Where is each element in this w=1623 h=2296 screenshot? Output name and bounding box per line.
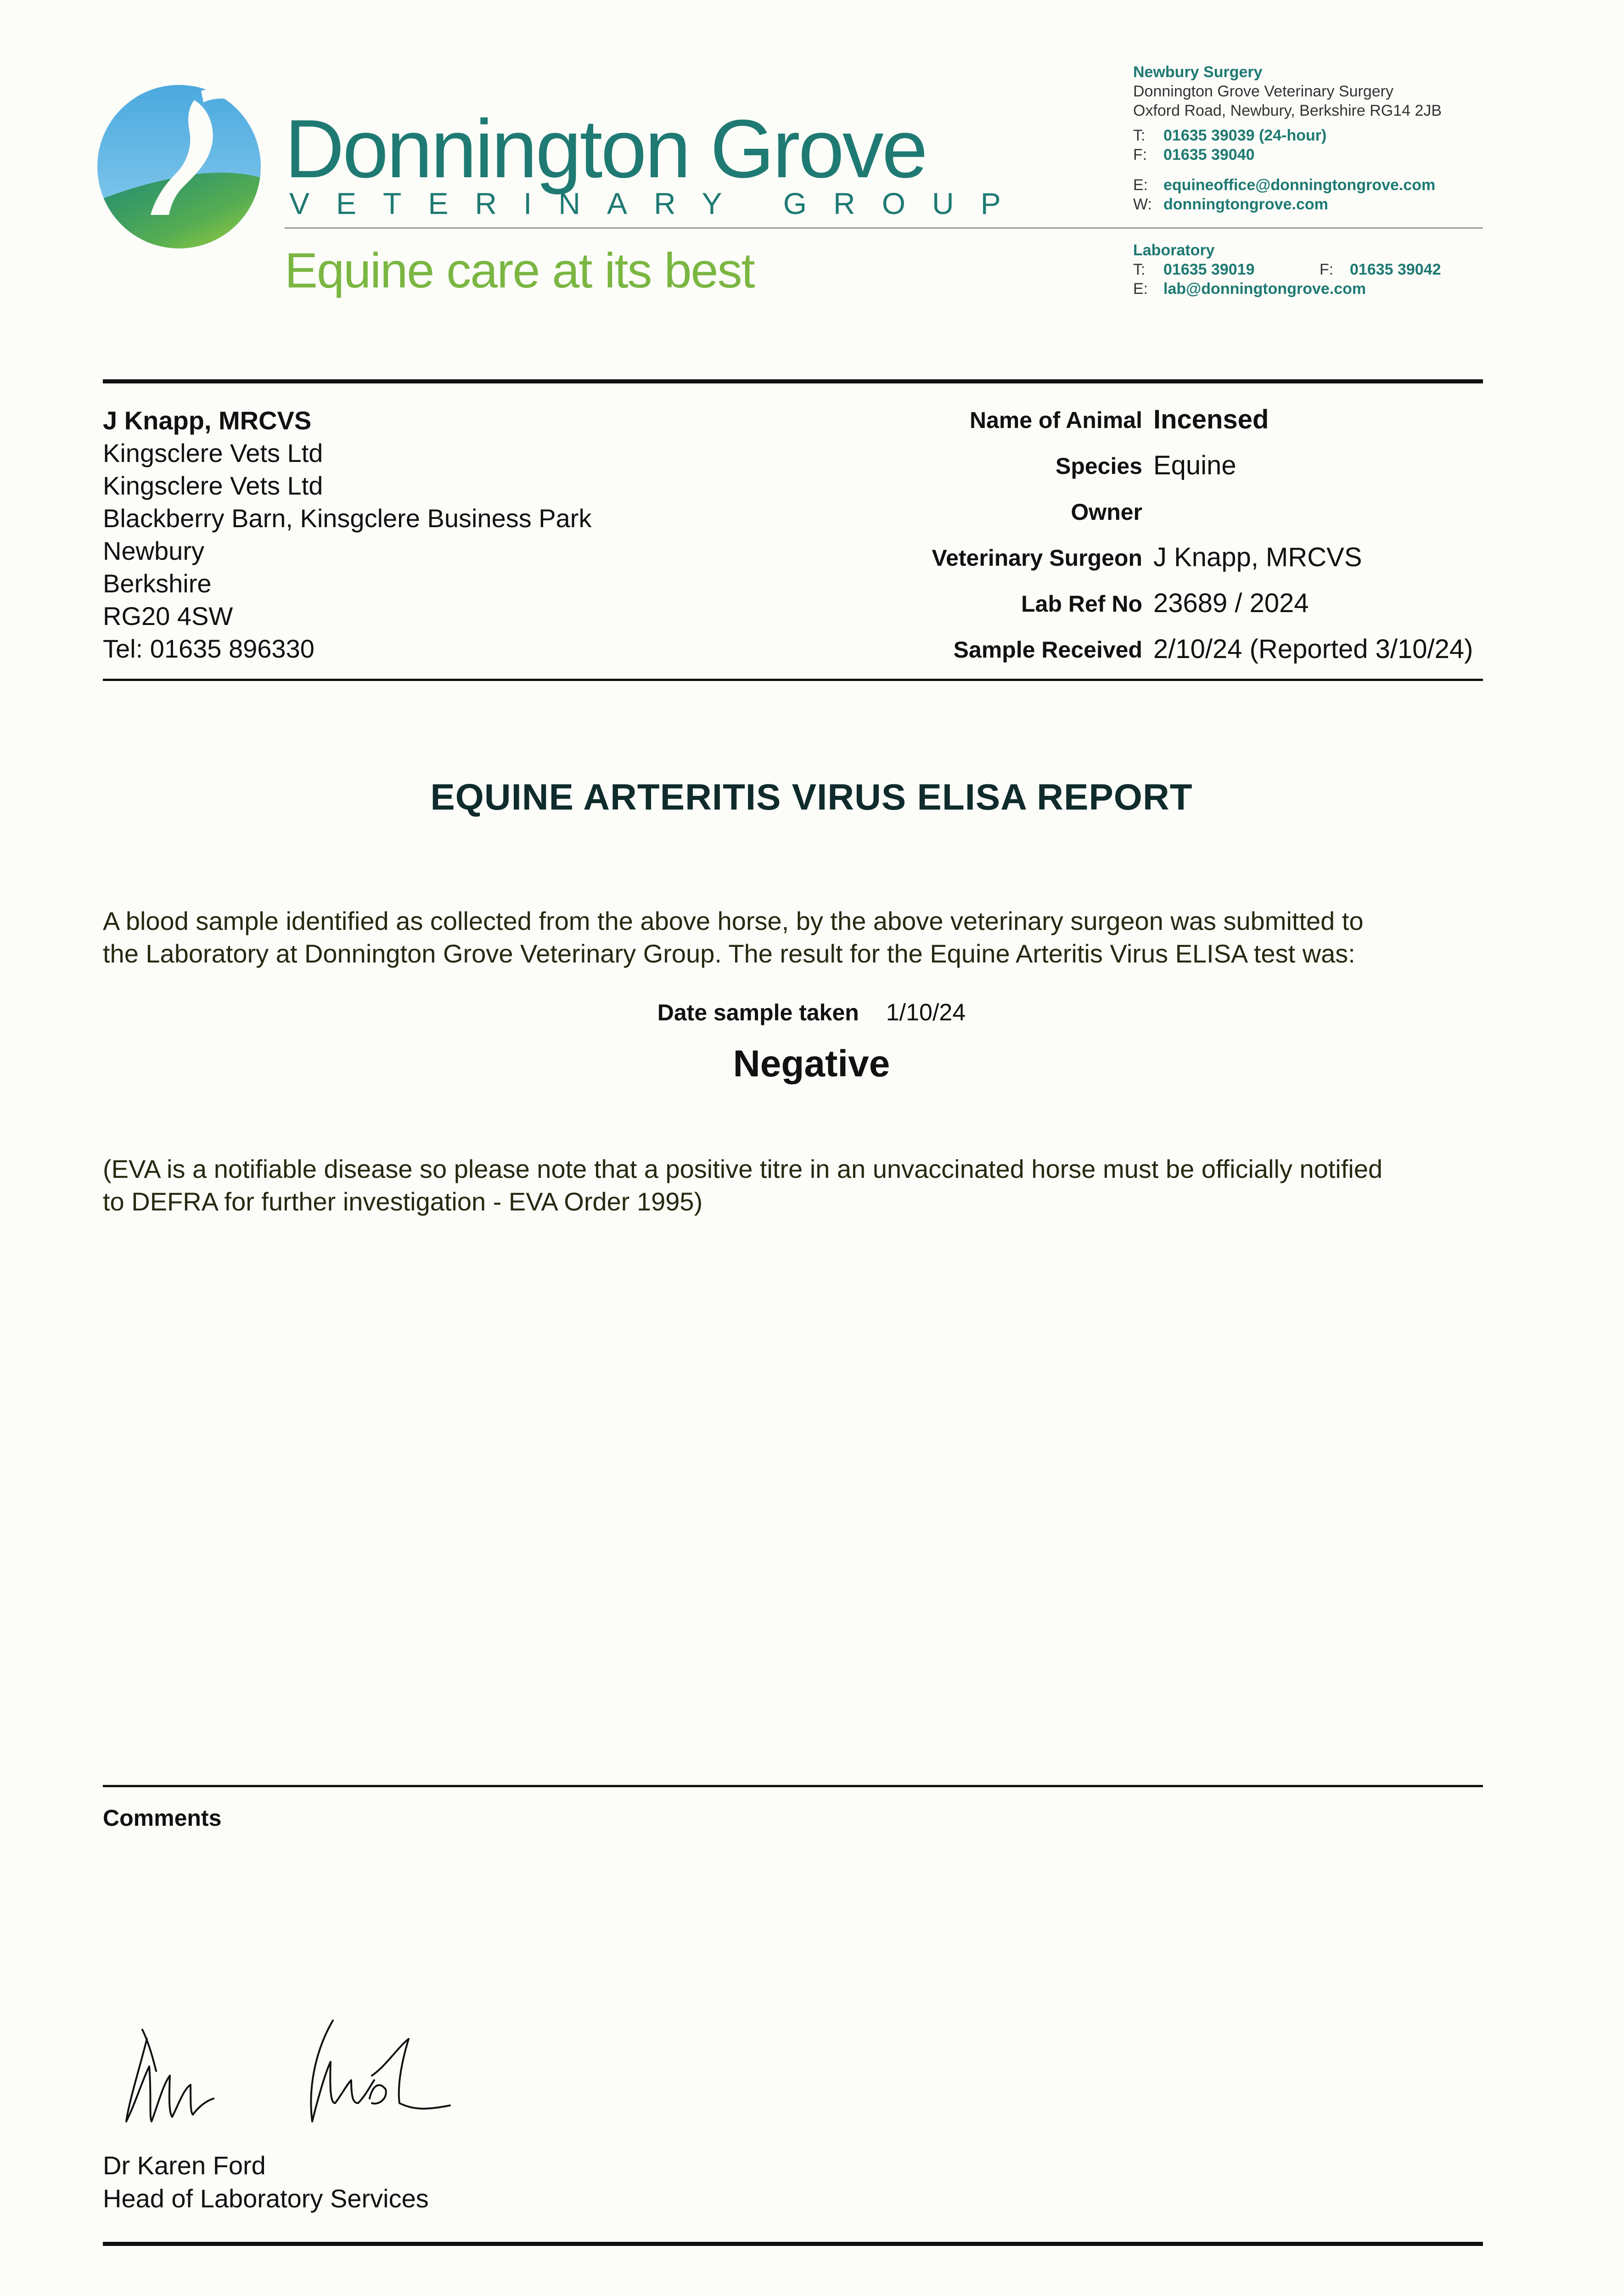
lab-contact-block — [1133, 241, 1441, 298]
surgery-heading: Newbury Surgery — [1133, 63, 1263, 81]
intro-line: A blood sample identified as collected from the above horse, by the above veterinary surgeon was submitted to — [103, 906, 1364, 935]
notice-line: to DEFRA for further investigation - EVA Order 1995) — [103, 1187, 703, 1216]
fax-label: F: — [1320, 261, 1334, 278]
signatory — [103, 2149, 429, 2215]
surgery-phone: 01635 39039 (24-hour) — [1163, 127, 1327, 144]
lab-phone: 01635 39019 — [1163, 261, 1255, 278]
comments-label: Comments — [103, 1805, 222, 1831]
detail-label: Species — [1055, 453, 1142, 479]
address-line: Kingsclere Vets Ltd — [103, 439, 323, 467]
detail-label: Sample Received — [953, 637, 1142, 663]
detail-row — [781, 450, 1488, 496]
address-line: Berkshire — [103, 569, 212, 598]
details-divider — [103, 679, 1483, 681]
animal-name-value: Incensed — [1153, 405, 1269, 434]
lab-ref-value: 23689 / 2024 — [1153, 588, 1309, 618]
header-divider — [285, 227, 1483, 229]
signatory-name: Dr Karen Ford — [103, 2151, 266, 2180]
address-line: Newbury — [103, 536, 204, 565]
detail-label: Owner — [1071, 499, 1142, 525]
detail-row — [781, 404, 1488, 450]
surgery-contact-block — [1133, 62, 1442, 214]
detail-row — [781, 634, 1488, 680]
detail-label: Veterinary Surgeon — [932, 545, 1142, 571]
date-sample-taken — [0, 999, 1623, 1026]
address-line: Blackberry Barn, Kinsgclere Business Park — [103, 504, 592, 533]
comments-divider — [103, 1785, 1483, 1787]
surgery-website: donningtongrove.com — [1163, 196, 1328, 213]
surgery-address-line: Oxford Road, Newbury, Berkshire RG14 2JB — [1133, 102, 1442, 119]
detail-label: Name of Animal — [969, 407, 1142, 433]
date-sample-label: Date sample taken — [657, 1000, 859, 1025]
vet-surgeon-value: J Knapp, MRCVS — [1153, 542, 1362, 572]
lab-heading: Laboratory — [1133, 242, 1215, 259]
bottom-divider — [103, 2242, 1483, 2246]
report-title: EQUINE ARTERITIS VIRUS ELISA REPORT — [430, 777, 1193, 817]
email-label: E: — [1133, 280, 1148, 298]
web-label: W: — [1133, 196, 1152, 213]
surgery-email: equineoffice@donningtongrove.com — [1163, 176, 1436, 194]
recipient-name: J Knapp, MRCVS — [103, 406, 312, 435]
email-label: E: — [1133, 176, 1148, 194]
species-value: Equine — [1153, 450, 1236, 480]
signatory-title: Head of Laboratory Services — [103, 2184, 429, 2213]
brand-name: Donnington Grove — [285, 103, 926, 195]
recipient-address — [103, 404, 591, 665]
brand-subtitle: VETERINARY GROUP — [289, 186, 1028, 220]
top-divider — [103, 379, 1483, 383]
detail-label: Lab Ref No — [1021, 591, 1142, 617]
address-phone: Tel: 01635 896330 — [103, 634, 314, 663]
signature-image — [115, 2011, 482, 2140]
surgery-address-line: Donnington Grove Veterinary Surgery — [1133, 83, 1393, 100]
detail-row — [781, 542, 1488, 588]
lab-email: lab@donningtongrove.com — [1163, 280, 1366, 298]
tel-label: T: — [1133, 127, 1146, 144]
tel-label: T: — [1133, 261, 1146, 278]
test-result: Negative — [733, 1043, 890, 1085]
date-sample-value: 1/10/24 — [886, 999, 966, 1026]
lab-fax: 01635 39042 — [1350, 261, 1441, 278]
fax-label: F: — [1133, 146, 1147, 163]
eva-notice — [103, 1153, 1499, 1218]
notice-line: (EVA is a notifiable disease so please note that a positive titre in an unvaccinated horse must be officially notified — [103, 1154, 1383, 1183]
sample-received-value: 2/10/24 (Reported 3/10/24) — [1153, 634, 1473, 664]
report-intro — [103, 905, 1499, 970]
brand-tagline: Equine care at its best — [285, 242, 754, 298]
logo-icon — [95, 82, 263, 252]
address-line: Kingsclere Vets Ltd — [103, 471, 323, 500]
address-line: RG20 4SW — [103, 602, 233, 630]
detail-row — [781, 496, 1488, 542]
detail-row — [781, 588, 1488, 634]
sample-details — [781, 404, 1488, 680]
surgery-fax: 01635 39040 — [1163, 146, 1255, 163]
intro-line: the Laboratory at Donnington Grove Veterinary Group. The result for the Equine Arteritis Virus ELISA test was: — [103, 939, 1355, 968]
